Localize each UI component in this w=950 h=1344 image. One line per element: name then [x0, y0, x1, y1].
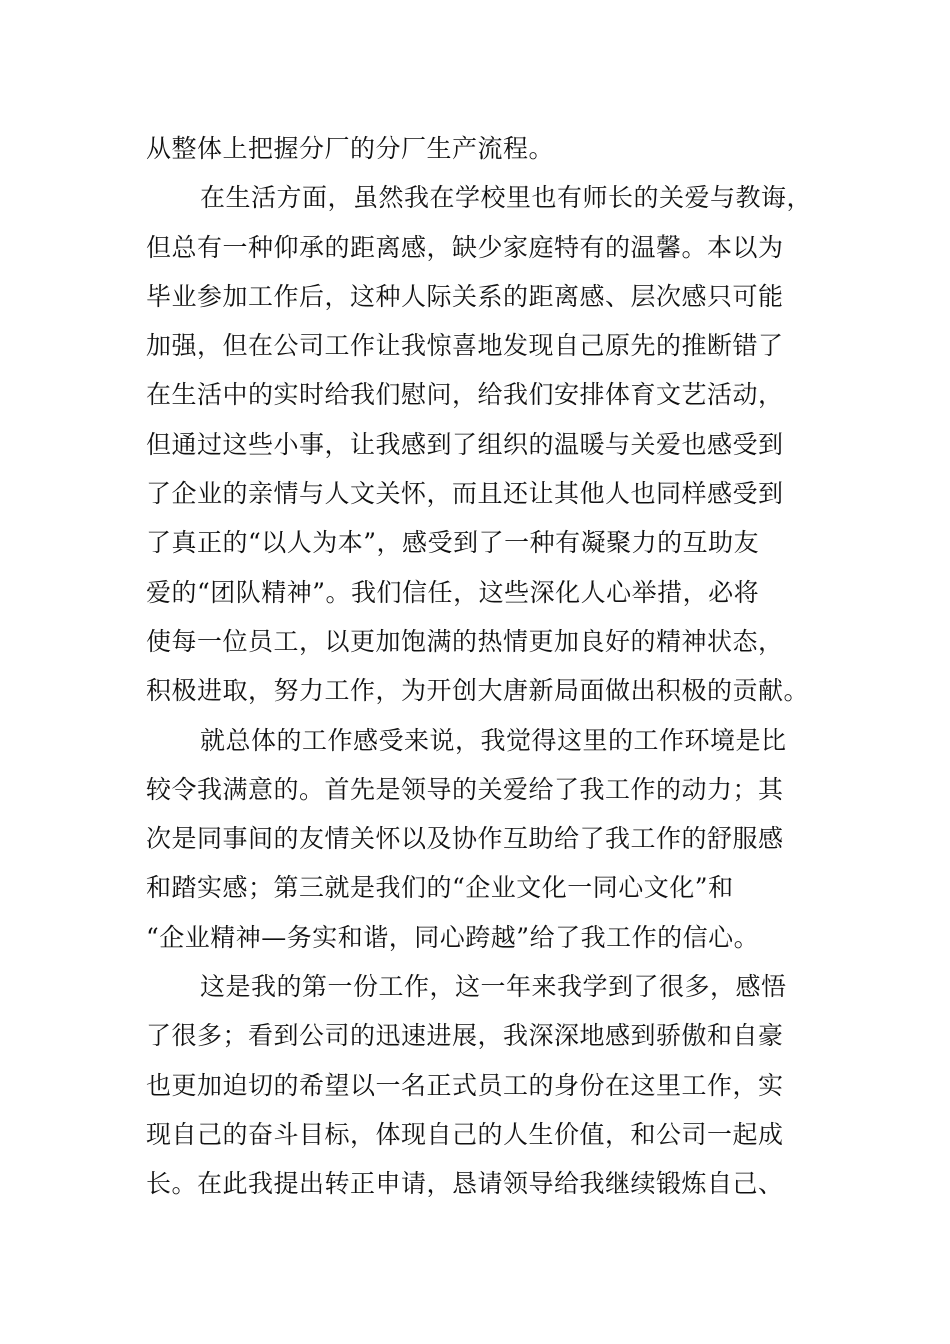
text-line: “企业精神—务实和谐，同心跨越”给了我工作的信心。 — [146, 922, 760, 952]
text-line: 较令我满意的。首先是领导的关爱给了我工作的动力；其 — [146, 774, 784, 804]
document-body — [146, 124, 826, 1209]
text-line: 但总有一种仰承的距离感，缺少家庭特有的温馨。本以为 — [146, 232, 784, 262]
text-line: 在生活中的实时给我们慰问，给我们安排体育文艺活动， — [146, 380, 784, 410]
text-line: 毕业参加工作后，这种人际关系的距离感、层次感只可能 — [146, 281, 784, 311]
paragraph-first-line: 在生活方面，虽然我在学校里也有师长的关爱与教诲， — [200, 183, 813, 213]
text-line: 了企业的亲情与人文关怀，而且还让其他人也同样感受到 — [146, 479, 784, 509]
text-line: 次是同事间的友情关怀以及协作互助给了我工作的舒服感 — [146, 824, 784, 854]
text-line: 但通过这些小事，让我感到了组织的温暖与关爱也感受到 — [146, 429, 784, 459]
text-line: 也更加迫切的希望以一名正式员工的身份在这里工作，实 — [146, 1070, 784, 1100]
text-line: 现自己的奋斗目标，体现自己的人生价值，和公司一起成 — [146, 1119, 784, 1149]
text-line: 长。在此我提出转正申请，恳请领导给我继续锻炼自己、 — [146, 1169, 784, 1199]
paragraph-first-line: 就总体的工作感受来说，我觉得这里的工作环境是比 — [200, 725, 787, 755]
text-line: 积极进取，努力工作，为开创大唐新局面做出积极的贡献。 — [146, 676, 810, 706]
text-line: 使每一位员工，以更加饱满的热情更加良好的精神状态， — [146, 626, 784, 656]
text-line: 爱的“团队精神”。我们信任，这些深化人心举措，必将 — [146, 577, 760, 607]
text-line: 从整体上把握分厂的分厂生产流程。 — [146, 134, 555, 163]
text-line: 加强，但在公司工作让我惊喜地发现自己原先的推断错了 — [146, 331, 784, 361]
text-line: 了很多；看到公司的迅速进展，我深深地感到骄傲和自豪 — [146, 1021, 784, 1051]
paragraph-first-line: 这是我的第一份工作，这一年来我学到了很多，感悟 — [200, 972, 787, 1002]
text-line: 了真正的“以人为本”，感受到了一种有凝聚力的互助友 — [146, 528, 760, 558]
text-line: 和踏实感；第三就是我们的“企业文化一同心文化”和 — [146, 873, 734, 903]
